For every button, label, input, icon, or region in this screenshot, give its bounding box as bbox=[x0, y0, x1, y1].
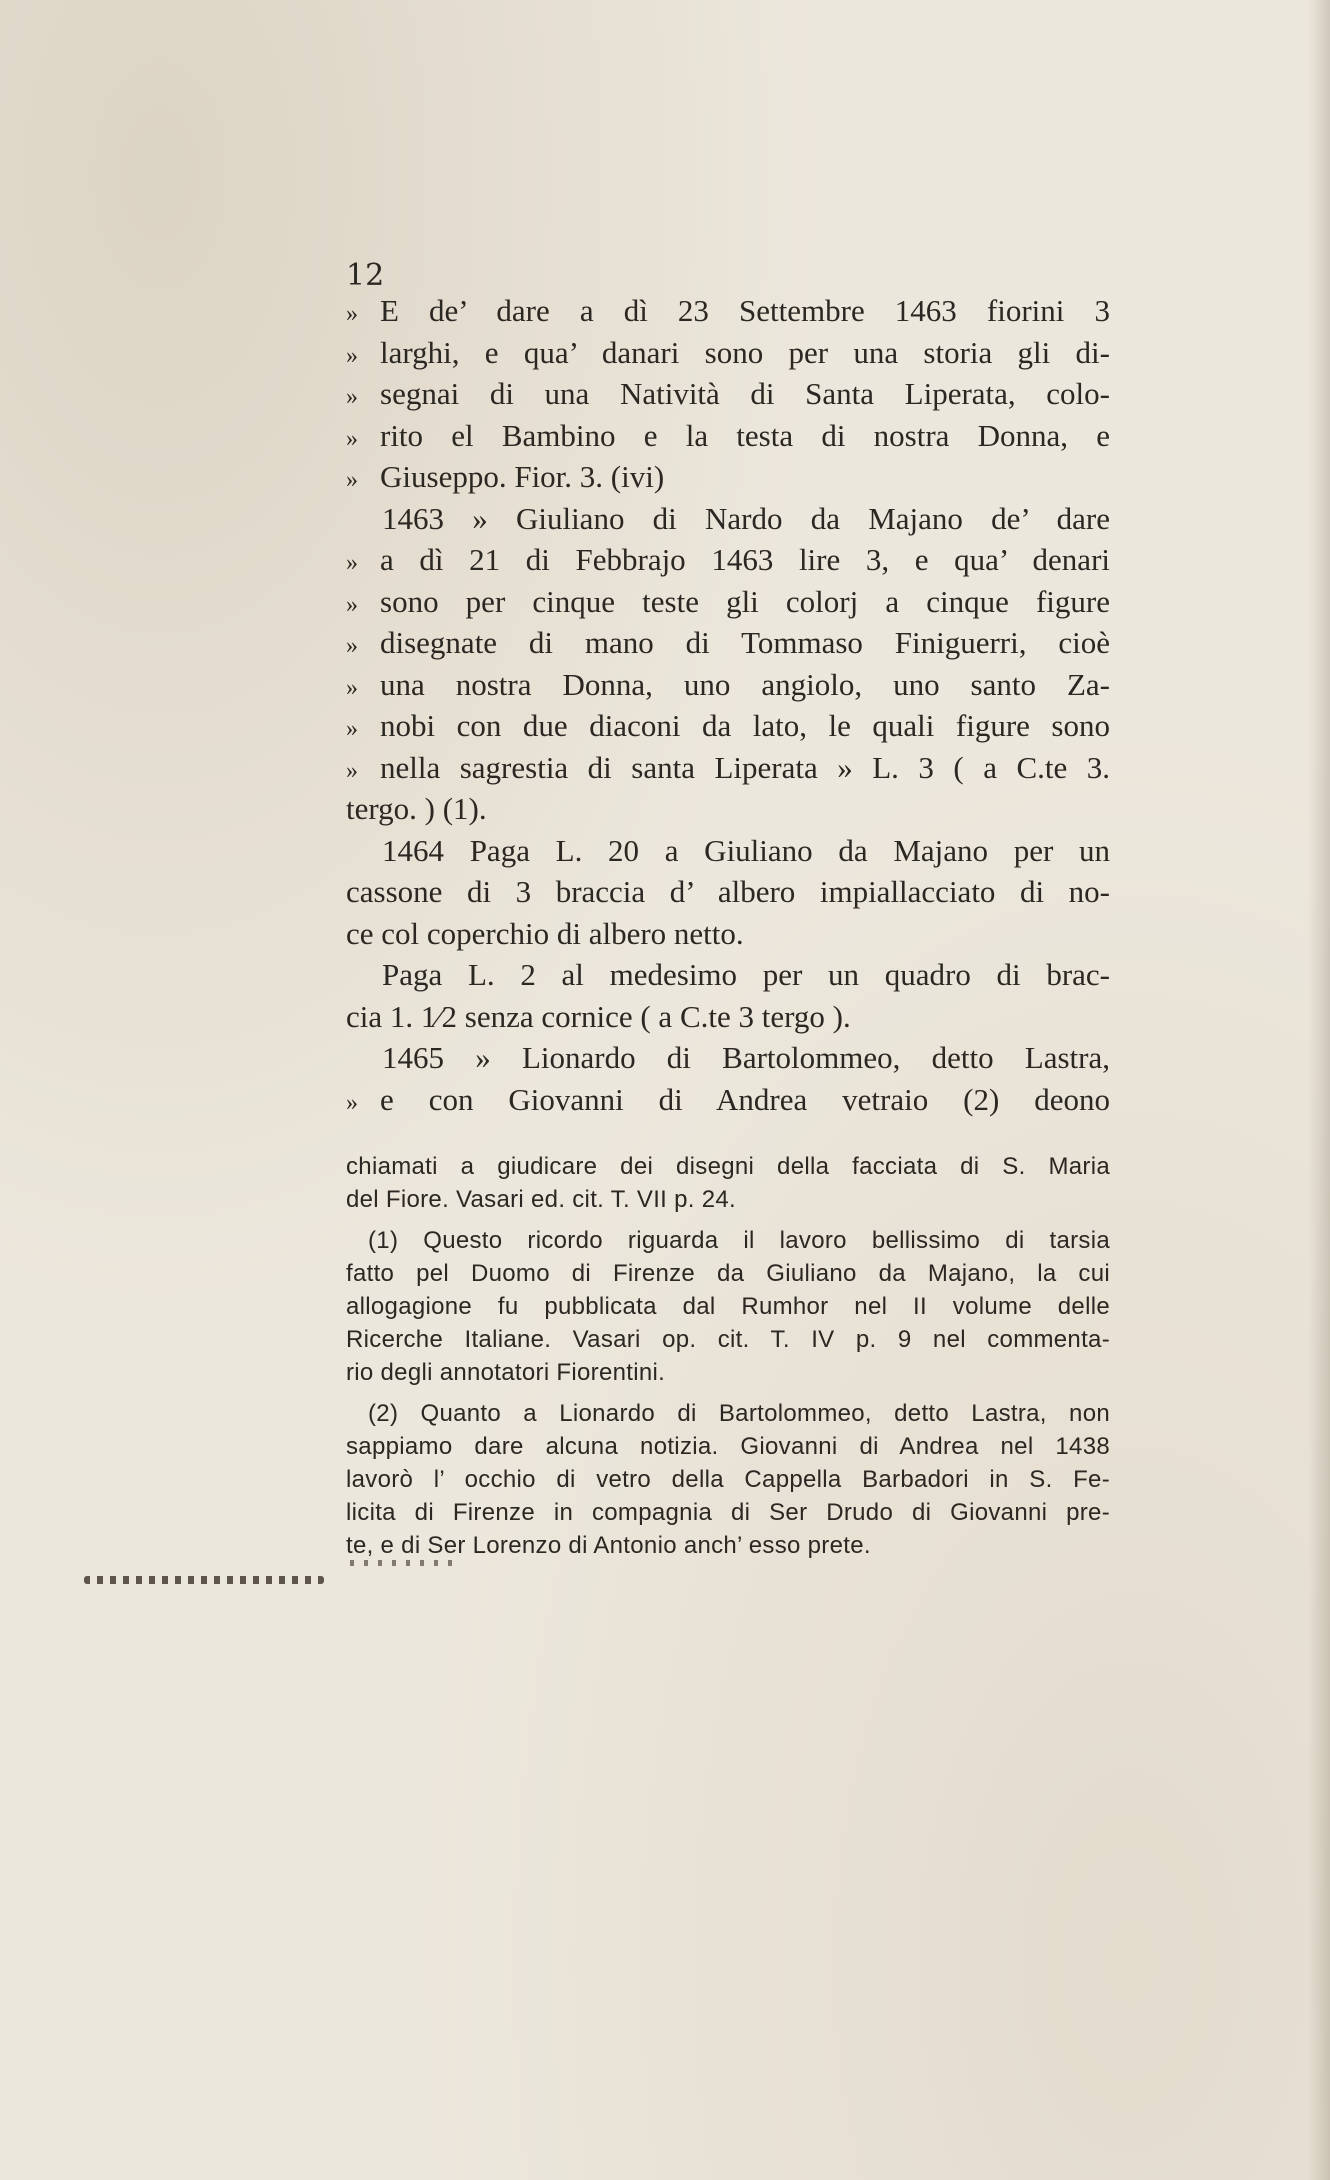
footnote-line: chiamati a giudicare dei disegni della facciata di S. Maria bbox=[346, 1153, 1110, 1180]
text-line: cassone di 3 braccia d’ albero impiallacciato di no- bbox=[346, 874, 1110, 909]
text-line: » larghi, e qua’ danari sono per una storia gli di- bbox=[346, 334, 1110, 370]
text-line: 1464 Paga L. 20 a Giuliano da Majano per un bbox=[382, 832, 1110, 868]
ink-bleed-mark bbox=[84, 1576, 324, 1584]
main-text bbox=[346, 290, 1110, 1120]
footnote-line: lavorò l’ occhio di vetro della Cappella Barbadori in S. Fe- bbox=[346, 1466, 1110, 1493]
footnote-line: del Fiore. Vasari ed. cit. T. VII p. 24. bbox=[346, 1186, 736, 1213]
text-line: » disegnate di mano di Tommaso Finiguerri, cioè bbox=[346, 625, 1110, 660]
footnote-line: sappiamo dare alcuna notizia. Giovanni di Andrea nel 1438 bbox=[346, 1433, 1110, 1460]
text-line: » una nostra Donna, uno angiolo, uno santo Za- bbox=[346, 666, 1110, 702]
text-line: Paga L. 2 al medesimo per un quadro di brac- bbox=[382, 957, 1110, 992]
text-line: » E de’ dare a dì 23 Settembre 1463 fiorini 3 bbox=[346, 293, 1110, 328]
footnote-line: te, e di Ser Lorenzo di Antonio anch’ esso prete. bbox=[346, 1532, 871, 1559]
text-line: cia 1. 1⁄2 senza cornice ( a C.te 3 tergo ). bbox=[346, 998, 851, 1034]
footnote-line: (1) Questo ricordo riguarda il lavoro bellissimo di tarsia bbox=[368, 1227, 1110, 1254]
text-line: » rito el Bambino e la testa di nostra Donna, e bbox=[346, 417, 1110, 453]
text-line: » a dì 21 di Febbrajo 1463 lire 3, e qua’ denari bbox=[346, 542, 1110, 577]
ink-bleed-mark bbox=[350, 1560, 460, 1566]
footnote-line: Ricerche Italiane. Vasari op. cit. T. IV p. 9 nel commenta- bbox=[346, 1326, 1110, 1353]
footnote-gap bbox=[346, 1389, 1110, 1397]
text-line: 1465 » Lionardo di Bartolommeo, detto Lastra, bbox=[382, 1040, 1110, 1075]
text-line: » nella sagrestia di santa Liperata » L. 3 ( a C.te 3. bbox=[346, 749, 1110, 785]
footnote-line: licita di Firenze in compagnia di Ser Drudo di Giovanni pre- bbox=[346, 1499, 1110, 1526]
page-edge-shadow bbox=[1308, 0, 1330, 2180]
footnotes bbox=[346, 1150, 1110, 1562]
footnote-line: fatto pel Duomo di Firenze da Giuliano da Majano, la cui bbox=[346, 1260, 1110, 1287]
footnote-line: rio degli annotatori Fiorentini. bbox=[346, 1359, 666, 1386]
text-line: » e con Giovanni di Andrea vetraio (2) deono bbox=[346, 1081, 1110, 1117]
footnote-line: allogagione fu pubblicata dal Rumhor nel II volume delle bbox=[346, 1293, 1110, 1320]
footnote-line: (2) Quanto a Lionardo di Bartolommeo, detto Lastra, non bbox=[368, 1400, 1110, 1427]
page-number: 12 bbox=[346, 258, 385, 293]
footnote-gap bbox=[346, 1216, 1110, 1224]
text-line: tergo. ) (1). bbox=[346, 791, 487, 826]
text-line: » sono per cinque teste gli colorj a cinque figure bbox=[346, 583, 1110, 619]
text-line: » segnai di una Natività di Santa Liperata, colo- bbox=[346, 376, 1110, 411]
text-line: 1463 » Giuliano di Nardo da Majano de’ dare bbox=[382, 500, 1110, 536]
text-line: » Giuseppo. Fior. 3. (ivi) bbox=[346, 459, 665, 494]
text-line: ce col coperchio di albero netto. bbox=[346, 915, 744, 951]
text-line: » nobi con due diaconi da lato, le quali figure sono bbox=[346, 708, 1110, 743]
